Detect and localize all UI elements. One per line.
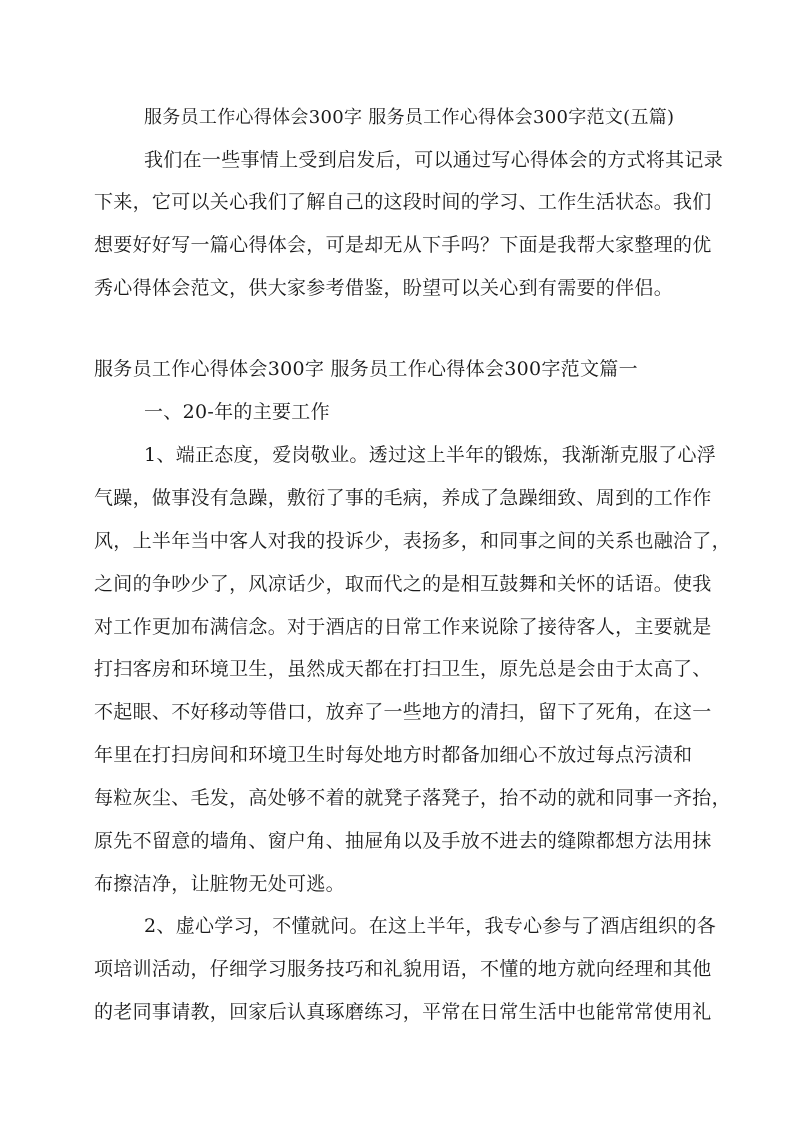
paragraph-line: 之间的争吵少了，风凉话少，取而代之的是相互鼓舞和关怀的话语。使我 <box>94 573 712 595</box>
paragraph-line: 2、虚心学习，不懂就问。在这上半年，我专心参与了酒店组织的各 <box>144 915 717 937</box>
paragraph-line: 气躁，做事没有急躁，敷衍了事的毛病，养成了急躁细致、周到的工作作 <box>94 487 712 509</box>
subheading: 一、20-年的主要工作 <box>144 401 330 423</box>
paragraph-line: 风，上半年当中客人对我的投诉少，表扬多，和同事之间的关系也融洽了， <box>94 530 731 552</box>
paragraph-line: 对工作更加布满信念。对于酒店的日常工作来说除了接待客人，主要就是 <box>94 616 712 638</box>
document-title: 服务员工作心得体会300字 服务员工作心得体会300字范文(五篇) <box>144 107 675 128</box>
intro-line: 秀心得体会范文，供大家参考借鉴，盼望可以关心到有需要的伴侣。 <box>94 277 674 299</box>
intro-line: 想要好好写一篇心得体会，可是却无从下手吗？下面是我帮大家整理的优 <box>94 234 712 256</box>
paragraph-line: 原先不留意的墙角、窗户角、抽屉角以及手放不进去的缝隙都想方法用抹 <box>94 830 712 852</box>
paragraph-line: 不起眼、不好移动等借口，放弃了一些地方的清扫，留下了死角，在这一 <box>94 701 712 723</box>
paragraph-line: 打扫客房和环境卫生，虽然成天都在打扫卫生，原先总是会由于太高了、 <box>94 658 712 680</box>
intro-line: 下来，它可以关心我们了解自己的这段时间的学习、工作生活状态。我们 <box>94 191 712 213</box>
paragraph-line: 布擦洁净，让脏物无处可逃。 <box>94 873 345 895</box>
paragraph-line: 每粒灰尘、毛发，高处够不着的就凳子落凳子，抬不动的就和同事一齐抬， <box>94 787 731 809</box>
paragraph-line: 项培训活动，仔细学习服务技巧和礼貌用语，不懂的地方就向经理和其他 <box>94 958 712 980</box>
section-heading: 服务员工作心得体会300字 服务员工作心得体会300字范文篇一 <box>94 358 638 380</box>
paragraph-line: 的老同事请教，回家后认真琢磨练习，平常在日常生活中也能常常使用礼 <box>94 1001 712 1023</box>
intro-line: 我们在一些事情上受到启发后，可以通过写心得体会的方式将其记录 <box>144 149 724 171</box>
paragraph-line: 年里在打扫房间和环境卫生时每处地方时都备加细心不放过每点污渍和 <box>94 744 693 766</box>
paragraph-line: 1、端正态度，爱岗敬业。透过这上半年的锻炼，我渐渐克服了心浮 <box>144 444 717 466</box>
